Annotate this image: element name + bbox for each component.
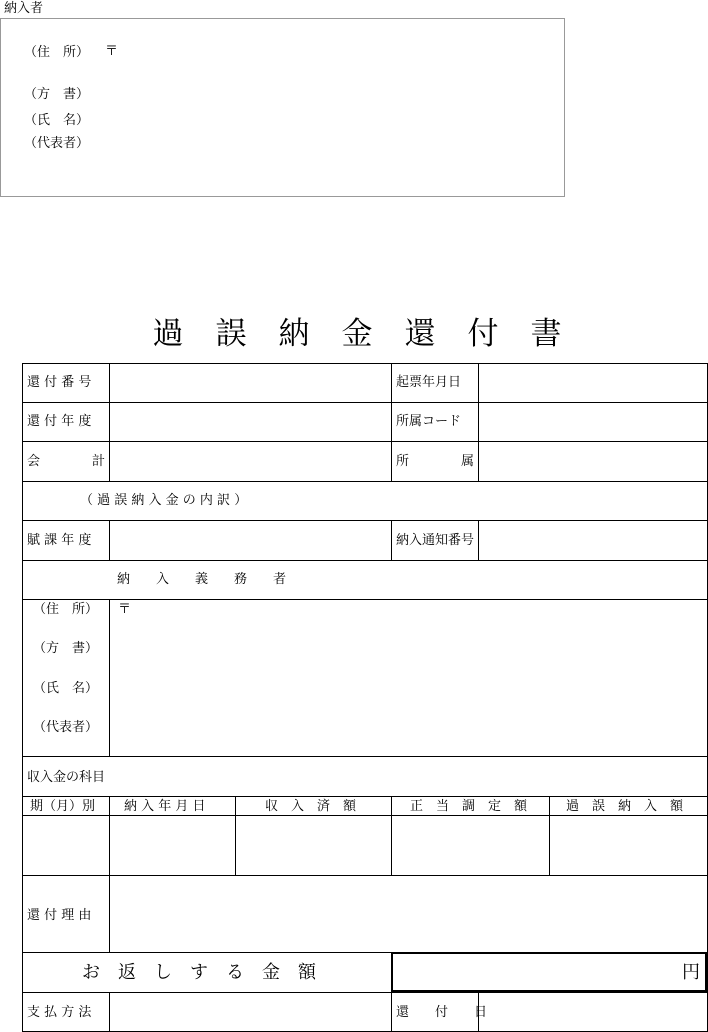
col-line bbox=[109, 599, 110, 756]
col-line bbox=[549, 796, 550, 875]
col-line bbox=[391, 796, 392, 875]
dept-code-label: 所属コード bbox=[396, 414, 462, 429]
row-line bbox=[22, 756, 708, 757]
payer-name-label: （氏 名） bbox=[24, 113, 90, 128]
col-line bbox=[478, 363, 479, 481]
obligor-title-label: （方 書） bbox=[33, 641, 99, 656]
col-line bbox=[109, 363, 110, 481]
accounting-label: 会 計 bbox=[27, 454, 106, 469]
reason-label: 還 付 理 由 bbox=[27, 908, 92, 923]
payer-title-label: （方 書） bbox=[24, 87, 90, 102]
row-line bbox=[22, 520, 708, 521]
col-received-header: 収 入 済 額 bbox=[265, 799, 357, 814]
row-line bbox=[22, 599, 708, 600]
obligor-rep-label: （代表者） bbox=[33, 720, 99, 735]
refund-amount-box[interactable] bbox=[391, 952, 707, 992]
row-line bbox=[22, 441, 708, 442]
col-line bbox=[109, 992, 110, 1032]
refund-year-label: 還 付 年 度 bbox=[27, 414, 92, 429]
breakdown-heading: （ 過 誤 納 入 金 の 内 訳 ） bbox=[80, 493, 248, 508]
payer-label: 納入者 bbox=[4, 1, 44, 16]
refund-no-label: 還 付 番 号 bbox=[27, 375, 92, 390]
col-correct-header: 正 当 調 定 額 bbox=[410, 799, 528, 814]
return-amount-label: お 返 し す る 金 額 bbox=[82, 962, 316, 983]
col-period-header: 期（月）別 bbox=[30, 799, 96, 814]
col-pay-date-header: 納 入 年 月 日 bbox=[124, 799, 206, 814]
dept-label: 所 属 bbox=[396, 454, 475, 469]
document-title: 過誤納金還付書 bbox=[152, 316, 594, 352]
payment-method-label: 支 払 方 法 bbox=[27, 1005, 92, 1020]
col-line bbox=[391, 992, 392, 1032]
obligor-postal-mark: 〒 bbox=[118, 602, 132, 617]
refund-date-label: 還 付 日 bbox=[396, 1005, 488, 1020]
row-line bbox=[22, 481, 708, 482]
row-line bbox=[22, 560, 708, 561]
col-over-header: 過 誤 納 入 額 bbox=[566, 799, 684, 814]
payer-rep-label: （代表者） bbox=[24, 136, 90, 151]
col-line bbox=[235, 796, 236, 875]
col-line bbox=[109, 796, 110, 875]
obligor-heading: 納 入 義 務 者 bbox=[117, 572, 287, 587]
yen-label: 円 bbox=[682, 962, 700, 983]
payer-postal-mark: 〒 bbox=[105, 44, 119, 59]
levy-year-label: 賦 課 年 度 bbox=[27, 533, 92, 548]
col-line bbox=[391, 520, 392, 560]
row-line bbox=[22, 992, 708, 993]
col-line bbox=[391, 363, 392, 481]
obligor-name-label: （氏 名） bbox=[33, 681, 99, 696]
col-line bbox=[478, 520, 479, 560]
col-line bbox=[109, 875, 110, 952]
row-line bbox=[22, 796, 708, 797]
payer-address-label: （住 所） bbox=[24, 45, 90, 60]
notice-no-label: 納入通知番号 bbox=[396, 533, 475, 548]
row-line bbox=[22, 363, 708, 364]
row-line bbox=[22, 402, 708, 403]
revenue-item-label: 収入金の科目 bbox=[27, 770, 106, 785]
row-line bbox=[22, 815, 708, 816]
col-line bbox=[109, 520, 110, 560]
border-left bbox=[22, 363, 23, 1032]
issue-date-label: 起票年月日 bbox=[396, 375, 462, 390]
row-line bbox=[22, 875, 708, 876]
obligor-address-label: （住 所） bbox=[33, 602, 99, 617]
